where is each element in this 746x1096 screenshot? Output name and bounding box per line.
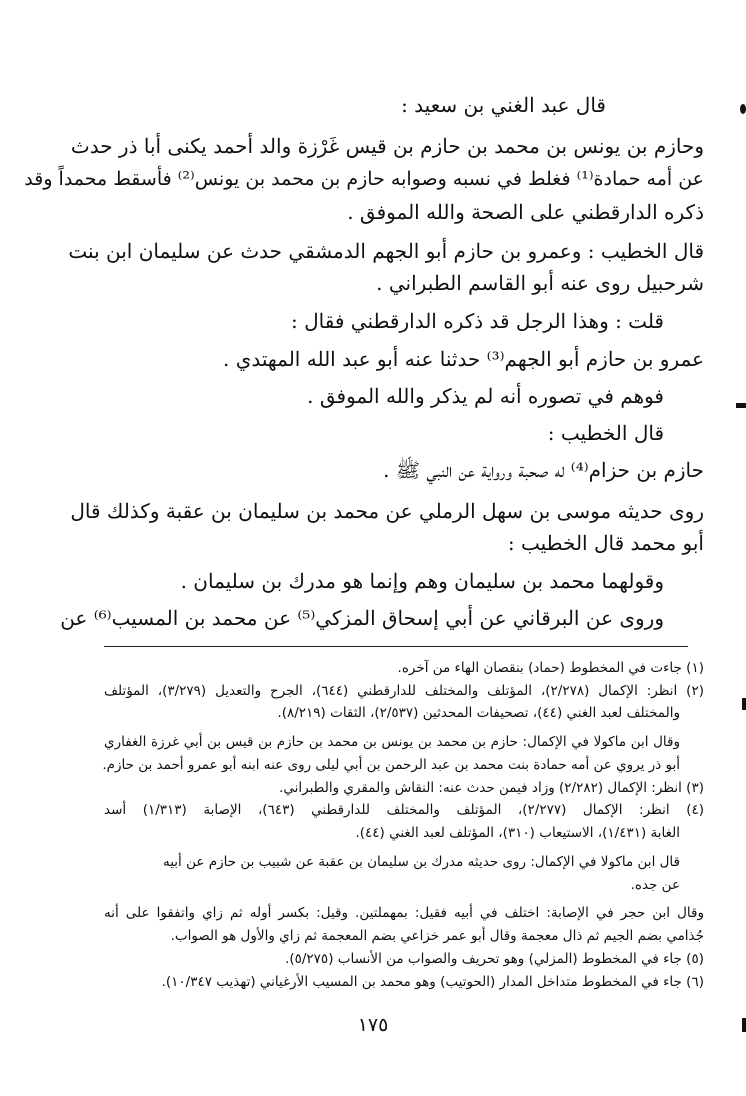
body-line: قال عبد الغني بن سعيد : [401,93,606,117]
body-line: أبو محمد قال الخطيب : [507,531,704,555]
footnote-line: (٥) جاء في المخطوط (المزلي) وهو تحريف والصواب من الأنساب (٥/٢٧٥). [285,951,704,967]
scan-edge-mark [742,1018,746,1032]
body-line: قال الخطيب : وعمرو بن حازم أبو الجهم الدمشقي حدث عن سليمان ابن بنت [68,239,704,263]
footnote-line: (٢) انظر: الإكمال (٢/٢٧٨)، المؤتلف والمختلف للدارقطني (٦٤٤)، الجرح والتعديل (٣/٢٧٩)، المؤتلف [104,683,704,699]
footnote-line: وقال ابن حجر في الإصابة: اختلف في أبيه فقيل: بمهملتين. وقيل: بكسر أوله ثم زاي واتفقوا على أنه [104,905,704,921]
body-line: شرحبيل روى عنه أبو القاسم الطبراني . [376,271,704,295]
body-line: قال الخطيب : [547,421,664,445]
body-line: حازم بن حزام⁽⁴⁾ له صحبة ورواية عن النبي ﷺ . [383,458,704,482]
footnote-line: (٣) انظر: الإكمال (٢/٢٨٢) وزاد فيمن حدث عنه: النقاش والمقري والطبراني. [279,780,704,796]
scan-edge-mark [740,104,746,114]
scan-edge-mark [742,698,746,710]
footnote-line: عن جده. [630,877,680,893]
footnote-line: (٦) جاء في المخطوط متداخل المدار (الحوتيب) وهو محمد بن المسيب الأرغياني (تهذيب ١٠/٣٤٧). [161,974,704,990]
body-line: روى حديثه موسى بن سهل الرملي عن محمد بن سليمان بن عقبة وكذلك قال [70,499,704,523]
body-line: فوهم في تصوره أنه لم يذكر والله الموفق . [307,384,664,408]
body-line: وقولهما محمد بن سليمان وهم وإنما هو مدرك بن سليمان . [180,569,664,593]
scan-edge-mark [736,403,746,408]
body-line: عمرو بن حازم أبو الجهم⁽³⁾ حدثنا عنه أبو عبد الله المهتدي . [223,347,704,371]
footnote-line: أبو ذر يروي عن أمه حمادة بنت محمد بن عبد الرحمن بن أبي ليلى روى عنه ابنه أبو عمرو أحمد بن حازم. [102,757,680,773]
footnote-line: (١) جاءت في المخطوط (حماد) بنقصان الهاء من آخره. [397,660,704,676]
footnote-line: قال ابن ماكولا في الإكمال: روى حديثه مدرك بن سليمان بن عقبة عن شبيب بن حازم عن أبيه [162,854,680,870]
body-line: قلت : وهذا الرجل قد ذكره الدارقطني فقال : [291,309,664,333]
page-number: ١٧٥ [357,1014,389,1036]
footnote-line: وقال ابن ماكولا في الإكمال: حازم بن محمد بن يونس بن محمد بن حازم بن قيس بن أبي غرزة الغفاري [104,734,680,750]
footnote-line: (٤) انظر: الإكمال (٢/٢٧٧)، المؤتلف والمختلف للدارقطني (٦٤٣)، الإصابة (١/٣١٣) أسد [104,802,705,818]
body-line: ذكره الدارقطني على الصحة والله الموفق . [347,200,704,224]
body-line: وروى عن البرقاني عن أبي إسحاق المزكي⁽⁵⁾ عن محمد بن المسيب⁽⁶⁾ عن [60,606,664,630]
footnote-line: الغابة (١/٤٣١)، الاستيعاب (٣١٠)، المؤتلف لعبد الغني (٤٤). [355,825,680,841]
body-line: وحازم بن يونس بن محمد بن حازم بن قيس غَرْزة والد أحمد يكنى أبا ذر حدث [70,134,704,158]
footnote-line: والمختلف لعبد الغني (٤٤)، تصحيفات المحدثين (٢/٥٣٧)، الثقات (٨/٢١٩). [277,705,680,721]
footnote-separator [104,646,688,647]
body-line: عن أمه حمادة⁽¹⁾ فغلط في نسبه وصوابه حازم بن محمد بن يونس⁽²⁾ فأسقط محمداً وقد [24,168,704,190]
footnote-line: جُذامي بضم الجيم ثم ذال معجمة وقال أبو عمر خزاعي بضم المعجمة ثم زاي والأول هو الصواب. [170,928,704,944]
